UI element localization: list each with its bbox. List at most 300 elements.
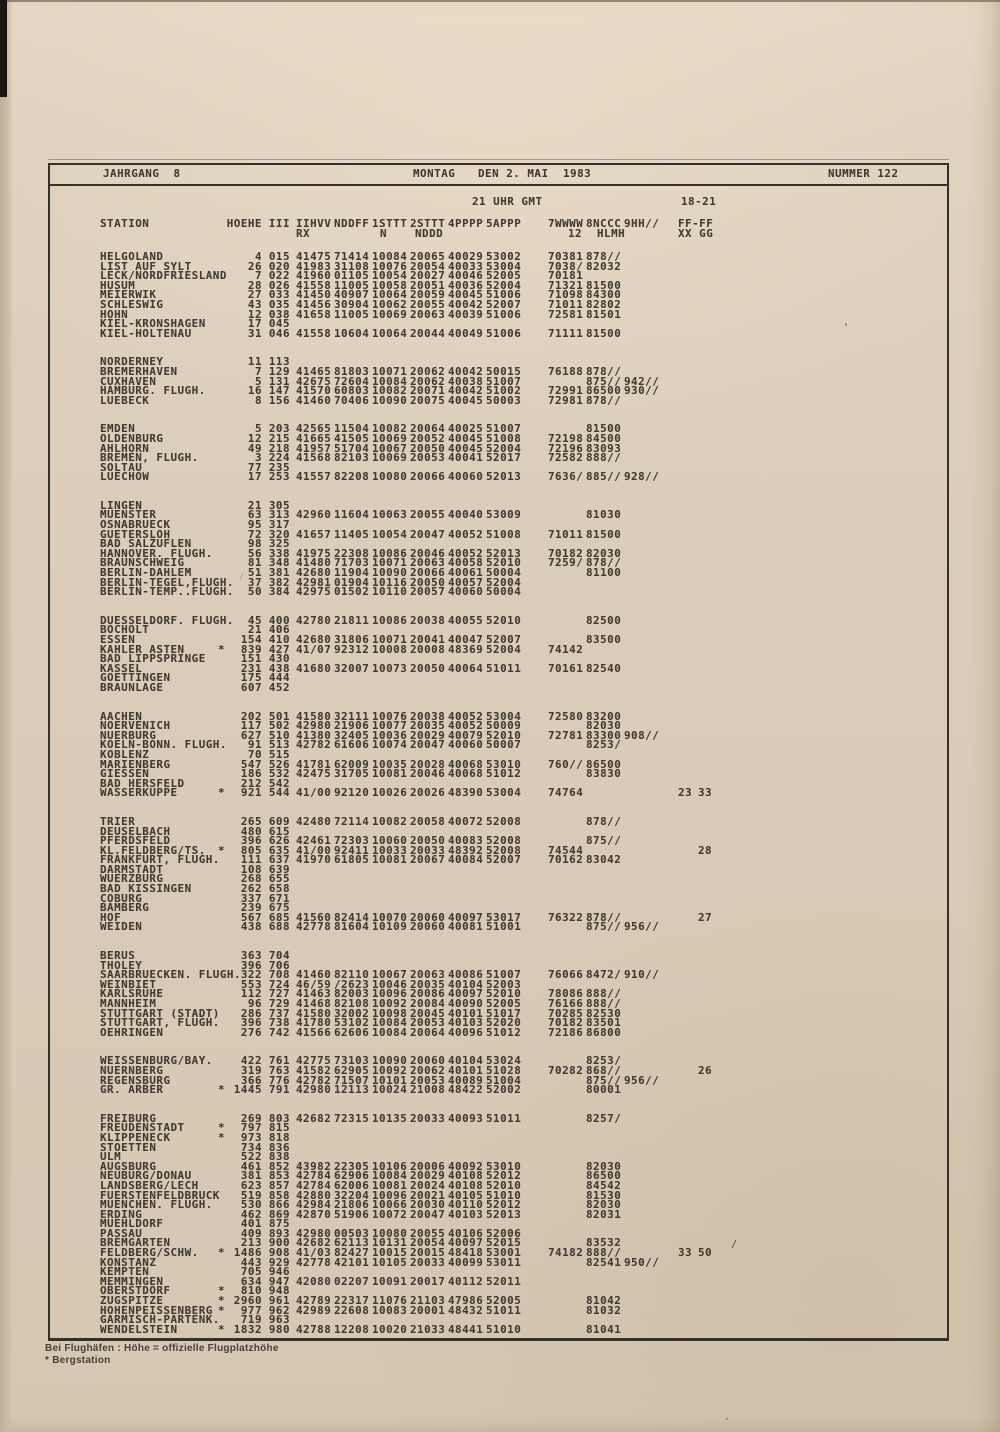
- station-row: [100, 680, 712, 694]
- obs-8nccc: [586, 951, 620, 961]
- obs-group-5: 40052: [448, 709, 484, 723]
- ff-left: [678, 654, 692, 664]
- ff-right: [698, 1229, 712, 1239]
- station-name: WENDELSTEIN: [100, 1322, 178, 1336]
- obs-9hh: [624, 894, 658, 904]
- obs-group-6: 51001: [486, 920, 522, 934]
- station-name: REGENSBURG: [100, 1073, 171, 1087]
- obs-group-1: [296, 1133, 330, 1143]
- station-number: 430: [268, 652, 290, 666]
- obs-group-5: 40036: [448, 278, 484, 292]
- station-name: BERLIN-DAHLEM: [100, 566, 192, 580]
- col-sub-xxgg: XX GG: [678, 226, 714, 240]
- obs-group-5: [448, 894, 482, 904]
- hoehe-value: 4: [254, 250, 262, 263]
- bergstation-marker: [218, 329, 232, 339]
- obs-group-6: 52008: [486, 834, 522, 848]
- obs-8nccc: [586, 645, 620, 655]
- ff-left: [678, 903, 692, 913]
- obs-group-1: [296, 1143, 330, 1153]
- obs-group-1: 41566: [296, 1025, 332, 1039]
- obs-9hh: [624, 903, 658, 913]
- column-header: [100, 219, 722, 238]
- station-number: 635: [268, 843, 290, 857]
- hoehe-value: 396: [240, 1016, 262, 1030]
- obs-7wwww: [548, 625, 582, 635]
- obs-group-5: 40039: [448, 307, 484, 321]
- obs-group-5: 48441: [448, 1322, 484, 1336]
- bergstation-marker: [218, 1056, 232, 1066]
- obs-group-5: 40106: [448, 1226, 484, 1240]
- ff-right: [698, 520, 712, 530]
- station-row: [100, 1123, 712, 1133]
- col-sub-nddd: NDDD: [415, 226, 444, 240]
- obs-group-4: 20053: [410, 451, 446, 465]
- obs-group-1: 41781: [296, 757, 332, 771]
- obs-group-5: 40083: [448, 834, 484, 848]
- station-number: 706: [268, 958, 290, 972]
- station-name: GR. ARBER: [100, 1083, 164, 1097]
- obs-group-2: 62006: [334, 1178, 370, 1192]
- station-name: KONSTANZ: [100, 1255, 157, 1269]
- obs-group-6: 53004: [486, 709, 522, 723]
- obs-9hh: [624, 769, 658, 779]
- obs-group-2: 02207: [334, 1274, 370, 1288]
- ff-left: [678, 1267, 692, 1277]
- obs-group-2: 92411: [334, 843, 370, 857]
- obs-group-3: 11076: [372, 1294, 408, 1308]
- obs-group-1: 42880: [296, 1188, 332, 1202]
- obs-7wwww: 70282: [548, 1063, 584, 1077]
- obs-group-3: 10036: [372, 728, 408, 742]
- hoehe-value: 11: [247, 355, 262, 369]
- obs-group-3: [372, 1133, 406, 1143]
- obs-group-6: 51008: [486, 527, 522, 541]
- ff-left: [678, 846, 692, 856]
- station-name: MEMMINGEN: [100, 1274, 164, 1288]
- obs-group-1: 42782: [296, 1073, 332, 1087]
- station-number: 129: [268, 364, 290, 378]
- station-name: NUERBURG: [100, 728, 157, 742]
- obs-group-1: 41/00: [296, 843, 332, 857]
- obs-7wwww: 71011: [548, 297, 584, 311]
- ff-left: [678, 970, 692, 980]
- bergstation-marker: [218, 760, 232, 770]
- station-name: KASSEL: [100, 661, 143, 675]
- obs-8nccc: [586, 578, 620, 588]
- obs-group-5: 48392: [448, 843, 484, 857]
- obs-9hh: [624, 329, 658, 339]
- obs-group-1: 42682: [296, 1236, 332, 1250]
- hoehe-value: 1832: [233, 1322, 262, 1336]
- obs-group-4: 20060: [410, 910, 446, 924]
- station-row: [100, 673, 712, 683]
- station-name: ERDING: [100, 1207, 143, 1221]
- station-name: ULM: [100, 1150, 122, 1164]
- bergstation-marker: *: [218, 1294, 226, 1308]
- hoehe-value: 396: [240, 958, 262, 972]
- obs-group-1: 41568: [296, 451, 332, 465]
- obs-9hh: [624, 252, 658, 262]
- obs-group-3: 10067: [372, 441, 408, 455]
- obs-group-4: 20035: [410, 719, 446, 733]
- obs-7wwww: [548, 1133, 582, 1143]
- obs-group-6: 53010: [486, 1159, 522, 1173]
- hoehe-value: 112: [240, 987, 262, 1001]
- station-number: 113: [268, 355, 290, 369]
- obs-group-4: 20055: [410, 1226, 446, 1240]
- ff-right: 33: [698, 786, 713, 800]
- obs-group-6: 51007: [486, 422, 522, 436]
- hoehe-value: 81: [247, 556, 262, 570]
- ff-right: [698, 616, 712, 626]
- station-row: [100, 862, 712, 876]
- obs-group-5: 40042: [448, 364, 484, 378]
- ff-right: [698, 434, 712, 444]
- obs-group-2: 51906: [334, 1207, 370, 1221]
- hoehe-value: 27: [247, 288, 262, 302]
- station-number: 724: [268, 977, 290, 991]
- obs-9hh: [624, 558, 658, 568]
- obs-7wwww: 72581: [548, 307, 584, 321]
- obs-group-5: 40089: [448, 1073, 484, 1087]
- obs-8nccc: [586, 1267, 620, 1277]
- station-name: BERLIN-TEGEL,FLUGH.: [100, 575, 234, 589]
- obs-8nccc: 83042: [586, 853, 622, 867]
- obs-8nccc: 82802: [586, 297, 622, 311]
- col-sub-12: 12: [568, 226, 583, 240]
- station-number: 946: [268, 1265, 290, 1279]
- obs-group-6: 52004: [486, 441, 522, 455]
- obs-group-3: 10082: [372, 384, 408, 398]
- station-number: 858: [268, 1188, 290, 1202]
- ff-right: [698, 1085, 712, 1095]
- obs-group-4: 20038: [410, 613, 446, 627]
- obs-group-6: 53017: [486, 910, 522, 924]
- obs-9hh: [624, 290, 658, 300]
- obs-group-2: 31108: [334, 259, 370, 273]
- ff-right: [698, 894, 712, 904]
- station-name: OLDENBURG: [100, 431, 164, 445]
- ff-right: [698, 568, 712, 578]
- obs-group-3: 10101: [372, 1073, 408, 1087]
- station-number: 147: [268, 384, 290, 398]
- obs-group-2: 22305: [334, 1159, 370, 1173]
- obs-7wwww: 72580: [548, 709, 584, 723]
- station-number: 776: [268, 1073, 290, 1087]
- obs-8nccc: 81500: [586, 527, 622, 541]
- obs-7wwww: 70182: [548, 1016, 584, 1030]
- obs-group-6: 51002: [486, 384, 522, 398]
- obs-group-5: 40040: [448, 508, 484, 522]
- bergstation-marker: [218, 549, 232, 559]
- obs-group-2: 11504: [334, 422, 370, 436]
- obs-7wwww: 70381: [548, 250, 584, 263]
- station-group: [100, 709, 713, 800]
- ff-right: [698, 951, 712, 961]
- obs-group-5: 40068: [448, 757, 484, 771]
- station-row: [100, 769, 712, 779]
- obs-group-2: 11904: [334, 566, 370, 580]
- obs-9hh: [624, 549, 658, 559]
- obs-group-4: 20006: [410, 1159, 446, 1173]
- obs-8nccc: 875//: [586, 920, 622, 934]
- ff-left: [678, 1306, 692, 1316]
- station-number: 384: [268, 585, 290, 599]
- obs-group-5: 40092: [448, 1159, 484, 1173]
- station-row: [100, 453, 712, 463]
- obs-7wwww: [548, 683, 582, 693]
- obs-group-4: 20001: [410, 1303, 446, 1317]
- ff-right: [698, 817, 712, 827]
- obs-group-6: 51006: [486, 307, 522, 321]
- bergstation-marker: [218, 951, 232, 961]
- obs-group-4: 21008: [410, 1083, 446, 1097]
- obs-7wwww: [548, 1315, 582, 1325]
- station-name: NEUBURG/DONAU: [100, 1169, 192, 1183]
- obs-group-6: 52013: [486, 470, 522, 484]
- obs-group-3: 10092: [372, 1063, 408, 1077]
- obs-group-4: 20033: [410, 843, 446, 857]
- hoehe-value: 212: [240, 776, 262, 790]
- hoehe-value: 553: [240, 977, 262, 991]
- hoehe-value: 5: [254, 422, 262, 436]
- obs-group-4: [410, 1143, 444, 1153]
- obs-group-6: [486, 865, 520, 875]
- obs-9hh: [624, 999, 658, 1009]
- obs-group-1: [296, 673, 330, 683]
- obs-group-3: 10046: [372, 977, 408, 991]
- obs-group-1: 41558: [296, 278, 332, 292]
- hoehe-value: 634: [240, 1274, 262, 1288]
- obs-group-3: 10033: [372, 843, 408, 857]
- obs-group-3: 10074: [372, 738, 408, 752]
- obs-group-6: 51006: [486, 288, 522, 302]
- station-number: 400: [268, 613, 290, 627]
- obs-group-4: 20066: [410, 566, 446, 580]
- hoehe-value: 438: [240, 920, 262, 934]
- obs-group-3: [372, 884, 406, 894]
- col-sub-hlmh: HLMH: [597, 226, 626, 240]
- ff-right: [698, 884, 712, 894]
- station-name: HOHENPEISSENBERG: [100, 1303, 213, 1317]
- obs-group-6: 52005: [486, 1294, 522, 1308]
- obs-9hh: [624, 357, 658, 367]
- obs-group-5: 40090: [448, 997, 484, 1010]
- obs-group-6: 52013: [486, 546, 522, 560]
- obs-group-6: 53001: [486, 1246, 522, 1260]
- obs-group-4: 20038: [410, 709, 446, 723]
- obs-group-2: 72114: [334, 814, 370, 828]
- obs-group-3: 10080: [372, 470, 408, 484]
- obs-group-1: 41970: [296, 853, 332, 867]
- hoehe-value: 810: [240, 1284, 262, 1298]
- station-name: DUESSELDORF. FLUGH.: [100, 613, 234, 627]
- obs-9hh: [624, 683, 658, 693]
- station-number: 502: [268, 719, 290, 733]
- obs-7wwww: 7038/: [548, 259, 584, 273]
- station-number: 688: [268, 920, 290, 934]
- obs-7wwww: [548, 510, 582, 520]
- bergstation-marker: [218, 281, 232, 291]
- obs-group-3: 10020: [372, 1322, 408, 1336]
- observation-time-label: 21 UHR GMT: [472, 195, 543, 208]
- station-number: 317: [268, 518, 290, 532]
- obs-group-6: 52003: [486, 977, 522, 991]
- obs-group-6: [486, 884, 520, 894]
- obs-group-5: 40046: [448, 269, 484, 283]
- obs-group-3: 10073: [372, 661, 408, 675]
- obs-group-4: 20035: [410, 977, 446, 991]
- obs-group-6: [486, 874, 520, 884]
- obs-group-3: 10082: [372, 422, 408, 436]
- obs-9hh: [624, 779, 658, 789]
- bergstation-marker: [218, 750, 232, 760]
- obs-group-6: 52015: [486, 1236, 522, 1250]
- obs-group-6: 52005: [486, 269, 522, 283]
- obs-group-4: 21033: [410, 1322, 446, 1336]
- obs-9hh: [624, 568, 658, 578]
- obs-group-3: 10058: [372, 278, 408, 292]
- obs-group-4: 20062: [410, 364, 446, 378]
- station-name: MUEHLDORF: [100, 1217, 164, 1231]
- obs-group-2: 82208: [334, 470, 370, 484]
- obs-9hh: [624, 1267, 658, 1277]
- obs-group-4: [410, 1123, 444, 1133]
- obs-group-2: 71414: [334, 250, 370, 263]
- hoehe-value: 117: [240, 719, 262, 733]
- station-name: ZUGSPITZE: [100, 1294, 164, 1308]
- obs-group-6: 53004: [486, 259, 522, 273]
- obs-9hh: [624, 1229, 658, 1239]
- col-5appp: 5APPP: [486, 217, 522, 230]
- station-name: GARMISCH-PARTENK.: [100, 1313, 220, 1327]
- obs-7wwww: [548, 1143, 582, 1153]
- ff-right: 26: [698, 1063, 713, 1077]
- obs-8nccc: 81530: [586, 1188, 622, 1202]
- station-row: [100, 393, 712, 407]
- col-7wwww: 7WWWW: [548, 217, 584, 230]
- obs-group-6: 51011: [486, 1111, 522, 1125]
- hoehe-value: 627: [240, 728, 262, 742]
- obs-group-1: 41658: [296, 307, 332, 321]
- bergstation-marker: [218, 1210, 232, 1220]
- ff-right: [698, 578, 712, 588]
- obs-8nccc: 81030: [586, 508, 622, 522]
- ff-right: [698, 721, 712, 731]
- station-number: 406: [268, 623, 290, 637]
- hoehe-value: 396: [240, 834, 262, 848]
- obs-8nccc: [586, 1143, 620, 1153]
- obs-group-1: 42682: [296, 1111, 332, 1125]
- obs-group-2: [334, 683, 368, 693]
- obs-group-6: 53011: [486, 1255, 522, 1269]
- obs-group-2: [334, 1143, 368, 1153]
- obs-group-2: 32204: [334, 1188, 370, 1202]
- hoehe-value: 63: [247, 508, 262, 522]
- date-label: DEN 2. MAI: [478, 167, 549, 180]
- ff-right: [698, 1200, 712, 1210]
- station-group: [100, 357, 712, 405]
- station-number: 818: [268, 1130, 290, 1144]
- obs-8nccc: 875//: [586, 1073, 622, 1087]
- obs-7wwww: [548, 1181, 582, 1191]
- obs-9hh: [624, 1152, 658, 1162]
- obs-7wwww: [548, 1200, 582, 1210]
- station-name: PFERDSFELD: [100, 834, 171, 848]
- obs-group-5: [448, 1133, 482, 1143]
- obs-group-5: 40061: [448, 566, 484, 580]
- obs-group-1: 42960: [296, 508, 332, 522]
- station-number: 658: [268, 882, 290, 896]
- obs-7wwww: 71098: [548, 288, 584, 302]
- obs-group-2: 81803: [334, 364, 370, 378]
- obs-group-3: 10092: [372, 997, 408, 1010]
- obs-8nccc: 888//: [586, 987, 622, 1001]
- station-row: [100, 326, 712, 340]
- obs-8nccc: 81500: [586, 326, 622, 340]
- obs-group-1: 42778: [296, 1255, 332, 1269]
- ff-left: [678, 1028, 692, 1038]
- station-row: [100, 1274, 712, 1288]
- obs-group-3: [372, 673, 406, 683]
- obs-9hh: [624, 319, 658, 329]
- obs-group-2: 32111: [334, 709, 370, 723]
- ff-left: [678, 1056, 692, 1066]
- obs-group-3: 10066: [372, 1198, 408, 1212]
- ff-left: [678, 645, 692, 655]
- obs-9hh: [624, 865, 658, 875]
- obs-9hh: 956//: [624, 920, 660, 934]
- ff-right: [698, 740, 712, 750]
- obs-group-4: 20057: [410, 585, 446, 599]
- bergstation-marker: [218, 903, 232, 913]
- obs-group-3: [372, 1143, 406, 1153]
- obs-group-6: 52011: [486, 1274, 522, 1288]
- ff-left: [678, 319, 692, 329]
- station-name: BOCHOLT: [100, 623, 150, 637]
- ff-right: [698, 271, 712, 281]
- obs-group-4: 20086: [410, 987, 446, 1001]
- station-group: [100, 1111, 713, 1336]
- ff-right: [698, 377, 712, 387]
- bergstation-marker: [218, 664, 232, 674]
- frame-shadow-line: [48, 159, 949, 160]
- ff-right: [698, 1191, 712, 1201]
- obs-8nccc: 875//: [586, 834, 622, 848]
- obs-group-4: 20050: [410, 661, 446, 675]
- ff-left: [678, 740, 692, 750]
- obs-group-3: 10080: [372, 1226, 408, 1240]
- obs-group-1: 42080: [296, 1274, 332, 1288]
- stray-dot-mark: .: [724, 1412, 731, 1423]
- station-name: WASSERKUPPE: [100, 786, 178, 800]
- bergstation-marker: *: [218, 1322, 226, 1336]
- station-number: 626: [268, 834, 290, 848]
- obs-group-5: 40093: [448, 1111, 484, 1125]
- ff-left: [678, 1229, 692, 1239]
- hoehe-value: 16: [247, 384, 262, 398]
- hoehe-value: 51: [247, 566, 262, 580]
- ff-left: [678, 865, 692, 875]
- station-row: [100, 891, 712, 905]
- obs-8nccc: 80001: [586, 1083, 622, 1097]
- bergstation-marker: [218, 1191, 232, 1201]
- station-name: WEIDEN: [100, 920, 143, 934]
- hoehe-value: 37: [247, 575, 262, 589]
- bergstation-marker: [218, 367, 232, 377]
- obs-group-1: 41983: [296, 259, 332, 273]
